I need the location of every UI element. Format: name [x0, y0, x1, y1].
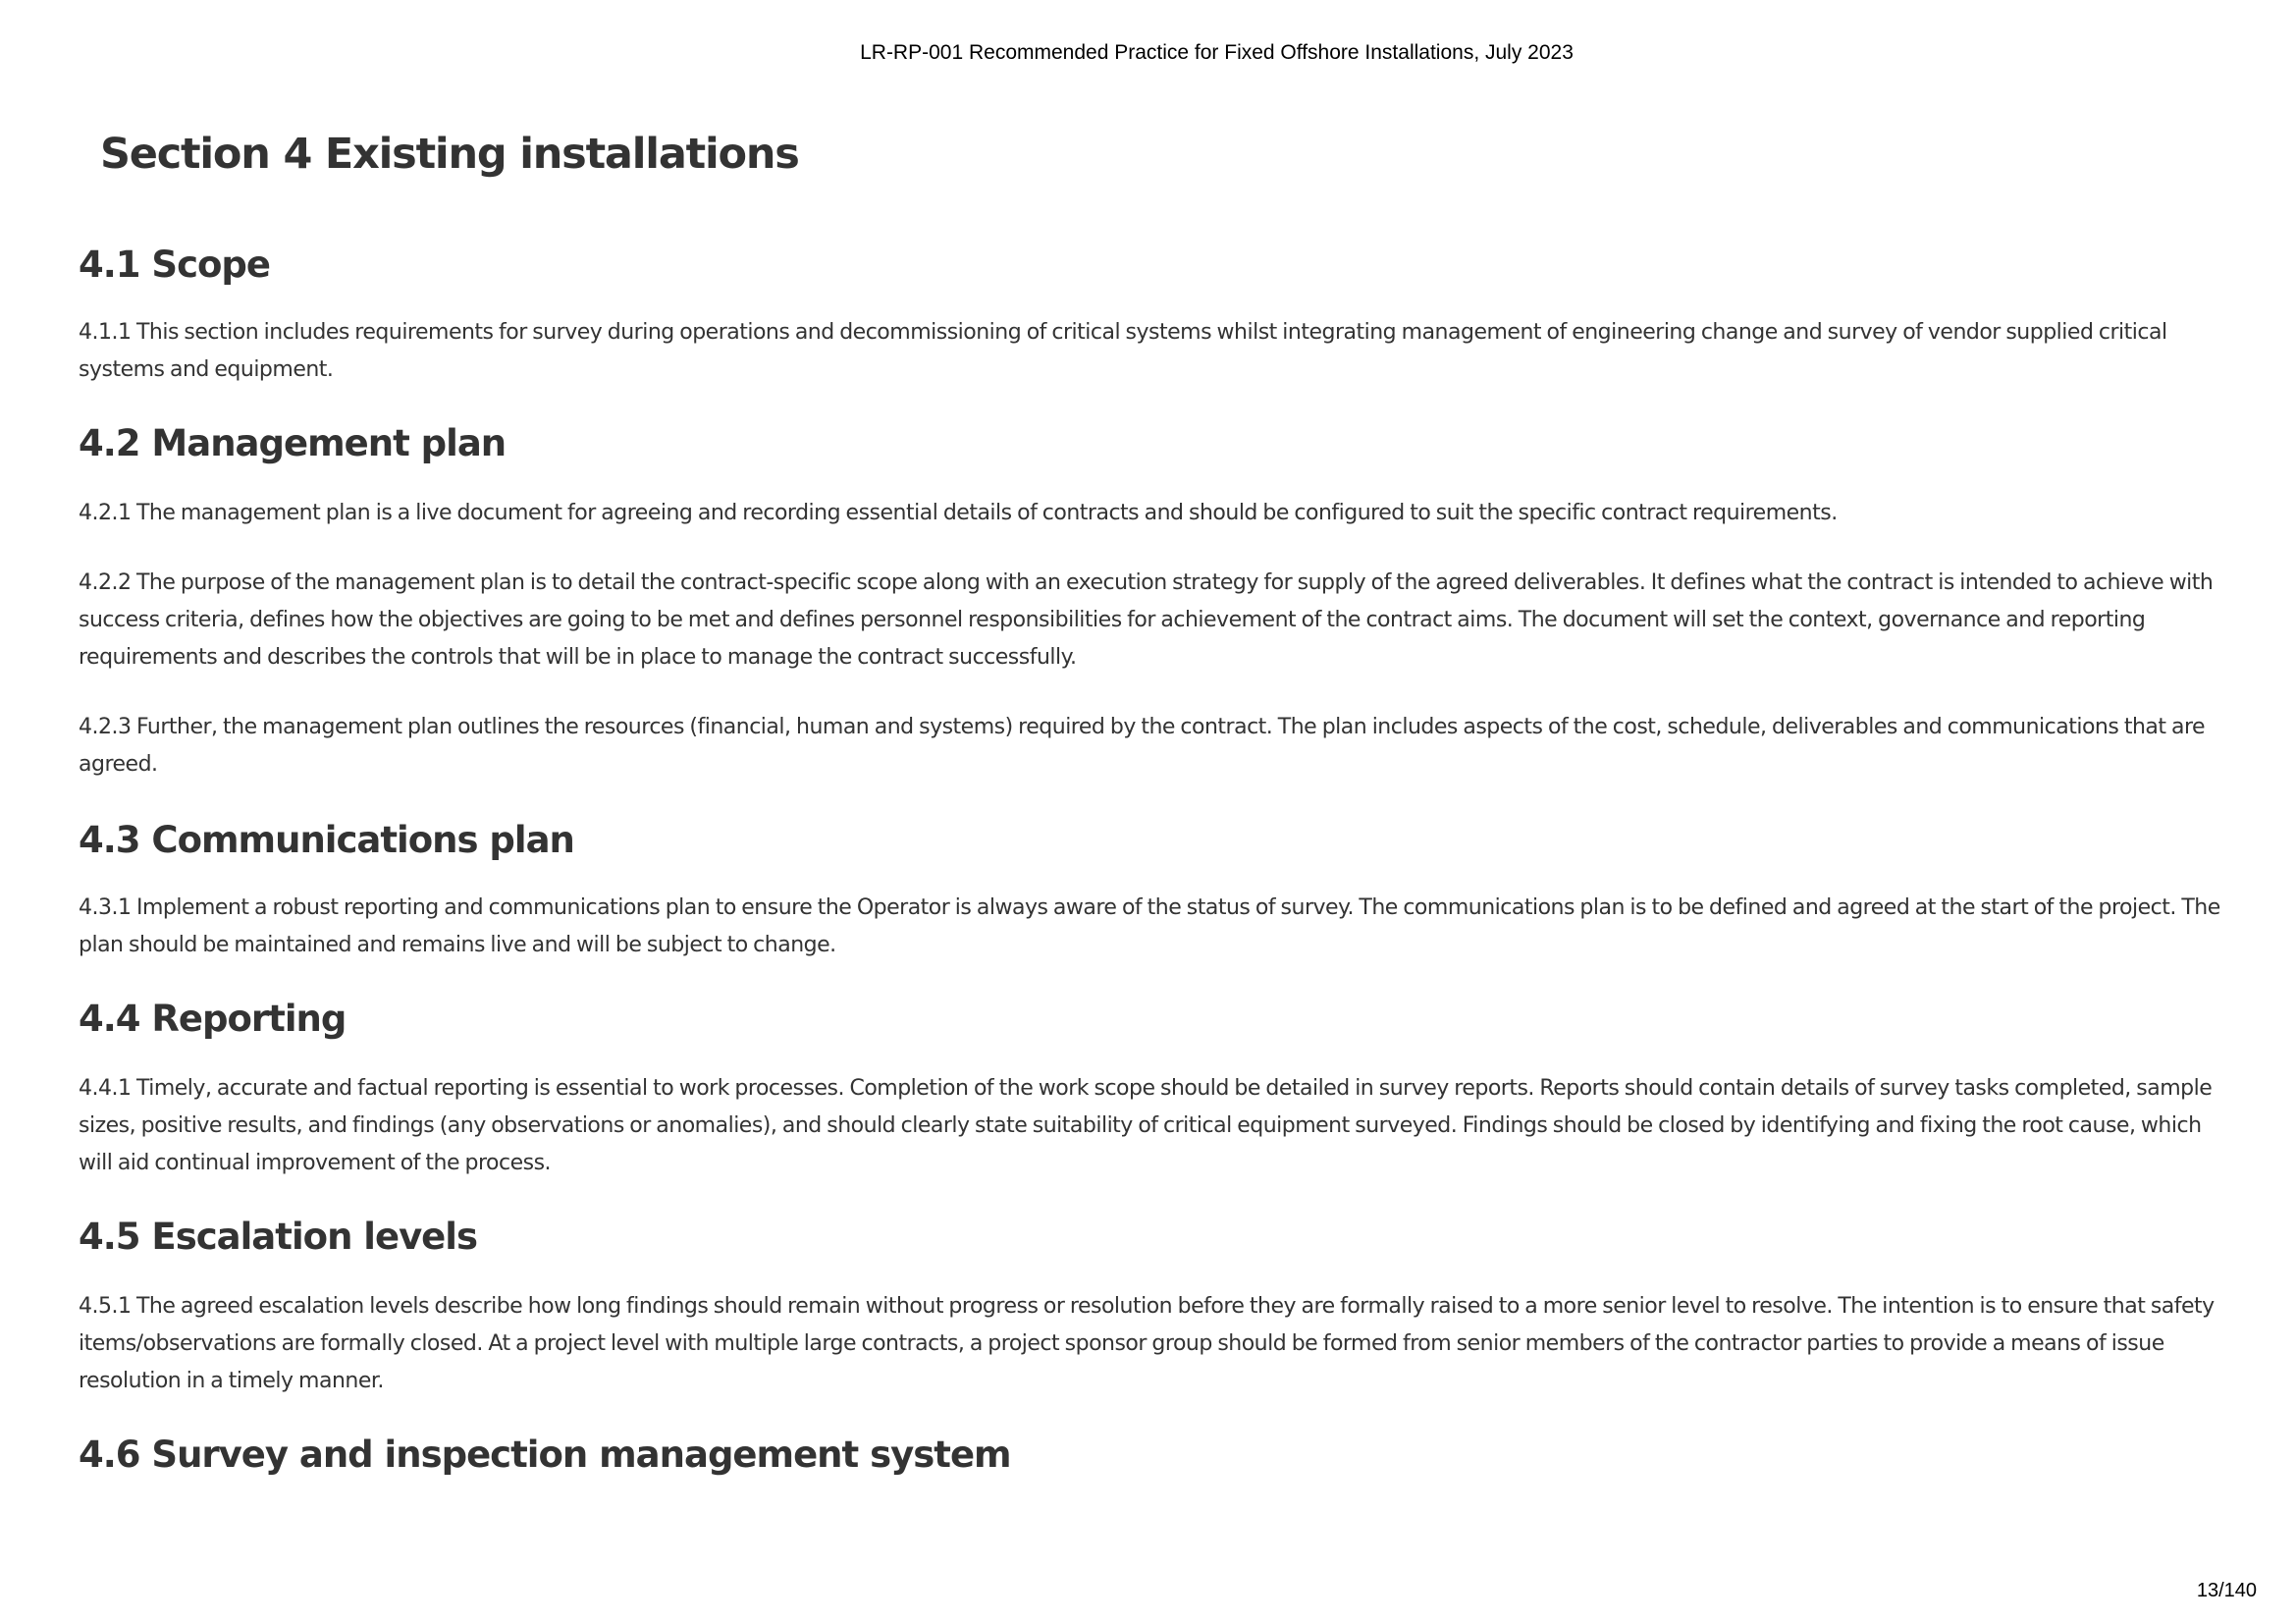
heading-4-3-communications-plan: 4.3 Communications plan: [79, 819, 574, 861]
paragraph-4-3-1: 4.3.1 Implement a robust reporting and communications plan to ensure the Operator is always aware of the status of survey. The communications plan is to be defined and agreed at the start of the project. The plan should be maintained and remains live and will be subject to change.: [79, 895, 2220, 957]
running-header: LR-RP-001 Recommended Practice for Fixed Offshore Installations, July 2023: [860, 41, 1574, 64]
paragraph-4-2-1: 4.2.1 The management plan is a live document for agreeing and recording essential details of contracts and should be configured to suit the specific contract requirements.: [79, 501, 1838, 525]
paragraph-4-2-3: 4.2.3 Further, the management plan outlines the resources (financial, human and systems) required by the contract. The plan includes aspects of the cost, schedule, deliverables and communications that are agreed.: [79, 715, 2206, 777]
heading-4-2-management-plan: 4.2 Management plan: [79, 422, 507, 464]
page-number: 13/140: [2196, 1580, 2257, 1601]
section-title: Section 4 Existing installations: [100, 130, 799, 179]
paragraph-4-1-1: 4.1.1 This section includes requirements for survey during operations and decommissioning of critical systems whilst integrating management of engineering change and survey of vendor supplied critical systems and equipment.: [79, 320, 2167, 382]
heading-4-4-reporting: 4.4 Reporting: [79, 998, 347, 1040]
heading-4-5-escalation-levels: 4.5 Escalation levels: [79, 1216, 477, 1258]
paragraph-4-4-1: 4.4.1 Timely, accurate and factual reporting is essential to work processes. Completion of the work scope should be detailed in survey reports. Reports should contain details of survey tasks completed, sample sizes, positive results, and findings (any observations or anomalies), and should clearly state suitability of critical equipment surveyed. Findings should be closed by identifying and fixing the root cause, which will aid continual improvement of the process.: [79, 1076, 2213, 1175]
heading-4-6-survey-inspection-management-system: 4.6 Survey and inspection management system: [79, 1434, 1011, 1476]
paragraph-4-5-1: 4.5.1 The agreed escalation levels describe how long findings should remain without progress or resolution before they are formally raised to a more senior level to resolve. The intention is to ensure that safety items/observations are formally closed. At a project level with multiple large contracts, a project sponsor group should be formed from senior members of the contractor parties to provide a means of issue resolution in a timely manner.: [79, 1294, 2215, 1393]
heading-4-1-scope: 4.1 Scope: [79, 243, 271, 286]
paragraph-4-2-2: 4.2.2 The purpose of the management plan is to detail the contract-specific scope along with an execution strategy for supply of the agreed deliverables. It defines what the contract is intended to achieve with success criteria, defines how the objectives are going to be met and defines personnel responsibilities for achievement of the contract aims. The document will set the context, governance and reporting requirements and describes the controls that will be in place to manage the contract successfully.: [79, 570, 2214, 670]
